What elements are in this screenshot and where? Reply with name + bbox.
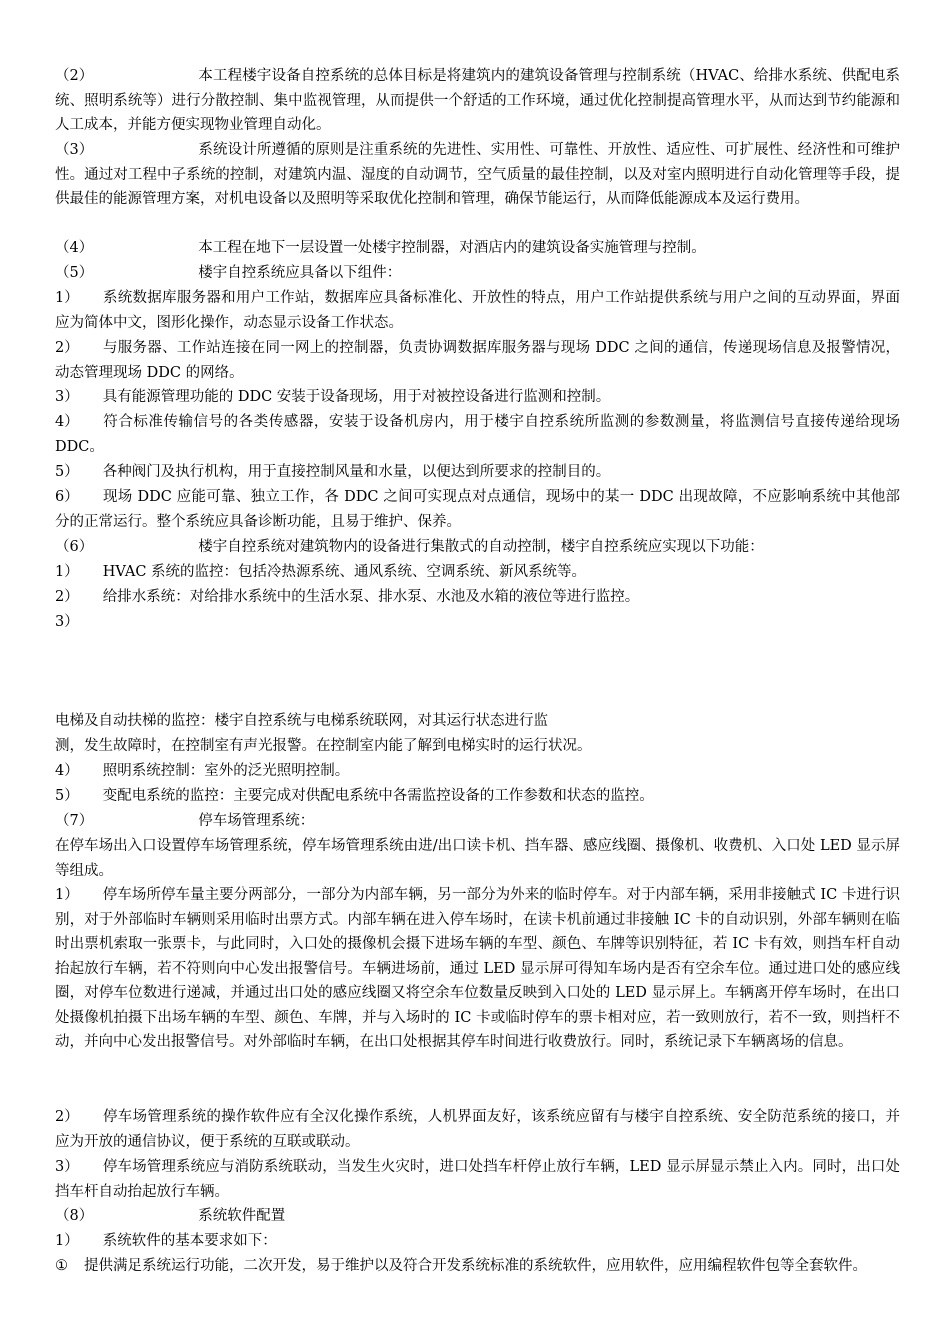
section-number: （7） bbox=[55, 813, 94, 829]
paragraph-text: 停车场管理系统的操作软件应有全汉化操作系统，人机界面友好，该系统应留有与楼宇自控系统、安全防范系统的接口，并应为开放的通信协议，便于系统的互联或联动。 bbox=[55, 1109, 900, 1150]
paragraph bbox=[55, 1254, 900, 1279]
section-number: （8） bbox=[55, 1208, 94, 1224]
paragraph bbox=[55, 236, 900, 261]
item-number: 2） bbox=[55, 1109, 79, 1125]
section-number: （5） bbox=[55, 265, 94, 281]
paragraph-text: 楼宇自控系统对建筑物内的设备进行集散式的自动控制，楼宇自控系统应实现以下功能： bbox=[198, 539, 764, 555]
paragraph bbox=[55, 1155, 900, 1204]
item-number: 1） bbox=[55, 290, 79, 306]
paragraph bbox=[55, 286, 900, 335]
paragraph-text: 现场 DDC 应能可靠、独立工作，各 DDC 之间可实现点对点通信，现场中的某一 DDC 出现故障，不应影响系统中其他部分的正常运行。整个系统应具备诊断功能，且易于维护、保养。 bbox=[55, 489, 900, 530]
paragraph bbox=[55, 809, 900, 834]
paragraph bbox=[55, 1204, 900, 1229]
item-number: 4） bbox=[55, 763, 79, 779]
section-number: （6） bbox=[55, 539, 94, 555]
section-number: （2） bbox=[55, 68, 94, 84]
paragraph-text: HVAC 系统的监控：包括冷热源系统、通风系统、空调系统、新风系统等。 bbox=[102, 564, 587, 580]
section-number: （3） bbox=[55, 142, 94, 158]
section-number: （4） bbox=[55, 240, 94, 256]
paragraph-text: 系统设计所遵循的原则是注重系统的先进性、实用性、可靠性、开放性、适应性、可扩展性、经济性和可维护性。通过对工程中子系统的控制，对建筑内温、湿度的自动调节，空气质量的最佳控制，以及对室内照明进行自动化管理等手段，提供最佳的能源管理方案，对机电设备以及照明等采取优化控制和管理，确保节能运行，从而降低能源成本及运行费用。 bbox=[55, 142, 900, 207]
paragraph-text: 停车场所停车量主要分两部分，一部分为内部车辆，另一部分为外来的临时停车。对于内部车辆，采用非接触式 IC 卡进行识别，对于外部临时车辆则采用临时出票方式。内部车辆在进入停车场时，在读卡机前通过非接触 IC 卡的自动识别，外部车辆则在临时出票机索取一张票卡，与此同时，入口处的摄像机会摄下进场车辆的车型、颜色、车牌等识别特征，若 IC 卡有效，则挡车杆自动抬起放行车辆，若不符则向中心发出报警信号。车辆进场前，通过 LED 显示屏可得知车场内是否有空余车位。通过进口处的感应线圈，对停车位数进行递减，并通过出口处的感应线圈又将空余车位数量反映到入口处的 LED 显示屏上。车辆离开停车场时，在出口处摄像机拍摄下出场车辆的车型、颜色、车牌，并与入场时的 IC 卡或临时停车的票卡相对应，若一致则放行，若不一致，则挡杆不动，并向中心发出报警信号。对外部临时车辆，在出口处根据其停车时间进行收费放行。同时，系统记录下车辆离场的信息。 bbox=[55, 887, 900, 1050]
item-number: 4） bbox=[55, 414, 79, 430]
paragraph bbox=[55, 535, 900, 560]
paragraph-text: 各种阀门及执行机构，用于直接控制风量和水量，以便达到所要求的控制目的。 bbox=[102, 464, 611, 480]
paragraph bbox=[55, 610, 900, 635]
paragraph bbox=[55, 759, 900, 784]
paragraph-text: 提供满足系统运行功能，二次开发，易于维护以及符合开发系统标准的系统软件，应用软件，应用编程软件包等全套软件。 bbox=[84, 1258, 867, 1274]
paragraph-text: 给排水系统：对给排水系统中的生活水泵、排水泵、水池及水箱的液位等进行监控。 bbox=[102, 589, 640, 605]
item-number: 1） bbox=[55, 1233, 79, 1249]
paragraph-text: 电梯及自动扶梯的监控：楼宇自控系统与电梯系统联网，对其运行状态进行监 bbox=[55, 713, 548, 729]
paragraph-text: 与服务器、工作站连接在同一网上的控制器，负责协调数据库服务器与现场 DDC 之间的通信，传递现场信息及报警情况，动态管理现场 DDC 的网络。 bbox=[55, 340, 900, 381]
paragraph-text: 符合标准传输信号的各类传感器，安装于设备机房内，用于楼宇自控系统所监测的参数测量，将监测信号直接传递给现场 DDC。 bbox=[55, 414, 900, 455]
paragraph-text: 具有能源管理功能的 DDC 安装于设备现场，用于对被控设备进行监测和控制。 bbox=[102, 389, 611, 405]
paragraph bbox=[55, 385, 900, 410]
paragraph bbox=[55, 64, 900, 138]
paragraph-text: 停车场管理系统： bbox=[198, 813, 315, 829]
paragraph-text: 系统软件的基本要求如下： bbox=[102, 1233, 277, 1249]
paragraph-text: 本工程楼宇设备自控系统的总体目标是将建筑内的建筑设备管理与控制系统（HVAC、给排水系统、供配电系统、照明系统等）进行分散控制、集中监视管理，从而提供一个舒适的工作环境，通过优化控制提高管理水平，从而达到节约能源和人工成本，并能方便实现物业管理自动化。 bbox=[55, 68, 900, 133]
paragraph bbox=[55, 709, 900, 734]
paragraph bbox=[55, 784, 900, 809]
paragraph bbox=[55, 1229, 900, 1254]
paragraph bbox=[55, 585, 900, 610]
item-number: 1） bbox=[55, 564, 79, 580]
item-number: ① bbox=[55, 1258, 68, 1274]
item-number: 2） bbox=[55, 589, 79, 605]
paragraph-text: 楼宇自控系统应具备以下组件： bbox=[198, 265, 402, 281]
item-number: 5） bbox=[55, 464, 79, 480]
item-number: 1） bbox=[55, 887, 79, 903]
paragraph bbox=[55, 560, 900, 585]
paragraph-text: 系统软件配置 bbox=[198, 1208, 286, 1224]
item-number: 3） bbox=[55, 389, 79, 405]
paragraph bbox=[55, 138, 900, 212]
paragraph-text: 变配电系统的监控：主要完成对供配电系统中各需监控设备的工作参数和状态的监控。 bbox=[102, 788, 654, 804]
item-number: 3） bbox=[55, 614, 79, 630]
item-number: 6） bbox=[55, 489, 79, 505]
paragraph-text: 停车场管理系统应与消防系统联动，当发生火灾时，进口处挡车杆停止放行车辆，LED 显示屏显示禁止入内。同时，出口处挡车杆自动抬起放行车辆。 bbox=[55, 1159, 900, 1200]
paragraph-text: 照明系统控制：室外的泛光照明控制。 bbox=[102, 763, 350, 779]
item-number: 2） bbox=[55, 340, 79, 356]
paragraph-text: 测，发生故障时，在控制室有声光报警。在控制室内能了解到电梯实时的运行状况。 bbox=[55, 738, 592, 754]
paragraph bbox=[55, 410, 900, 459]
paragraph bbox=[55, 734, 900, 759]
item-number: 5） bbox=[55, 788, 79, 804]
paragraph bbox=[55, 336, 900, 385]
item-number: 3） bbox=[55, 1159, 79, 1175]
paragraph bbox=[55, 485, 900, 534]
paragraph bbox=[55, 834, 900, 883]
paragraph-text: 在停车场出入口设置停车场管理系统，停车场管理系统由进/出口读卡机、挡车器、感应线圈、摄像机、收费机、入口处 LED 显示屏等组成。 bbox=[55, 838, 900, 879]
paragraph bbox=[55, 460, 900, 485]
paragraph bbox=[55, 883, 900, 1055]
paragraph bbox=[55, 261, 900, 286]
paragraph bbox=[55, 1105, 900, 1154]
paragraph-text: 系统数据库服务器和用户工作站，数据库应具备标准化、开放性的特点，用户工作站提供系统与用户之间的互动界面，界面应为简体中文，图形化操作，动态显示设备工作状态。 bbox=[55, 290, 900, 331]
paragraph-text: 本工程在地下一层设置一处楼宇控制器，对酒店内的建筑设备实施管理与控制。 bbox=[198, 240, 706, 256]
